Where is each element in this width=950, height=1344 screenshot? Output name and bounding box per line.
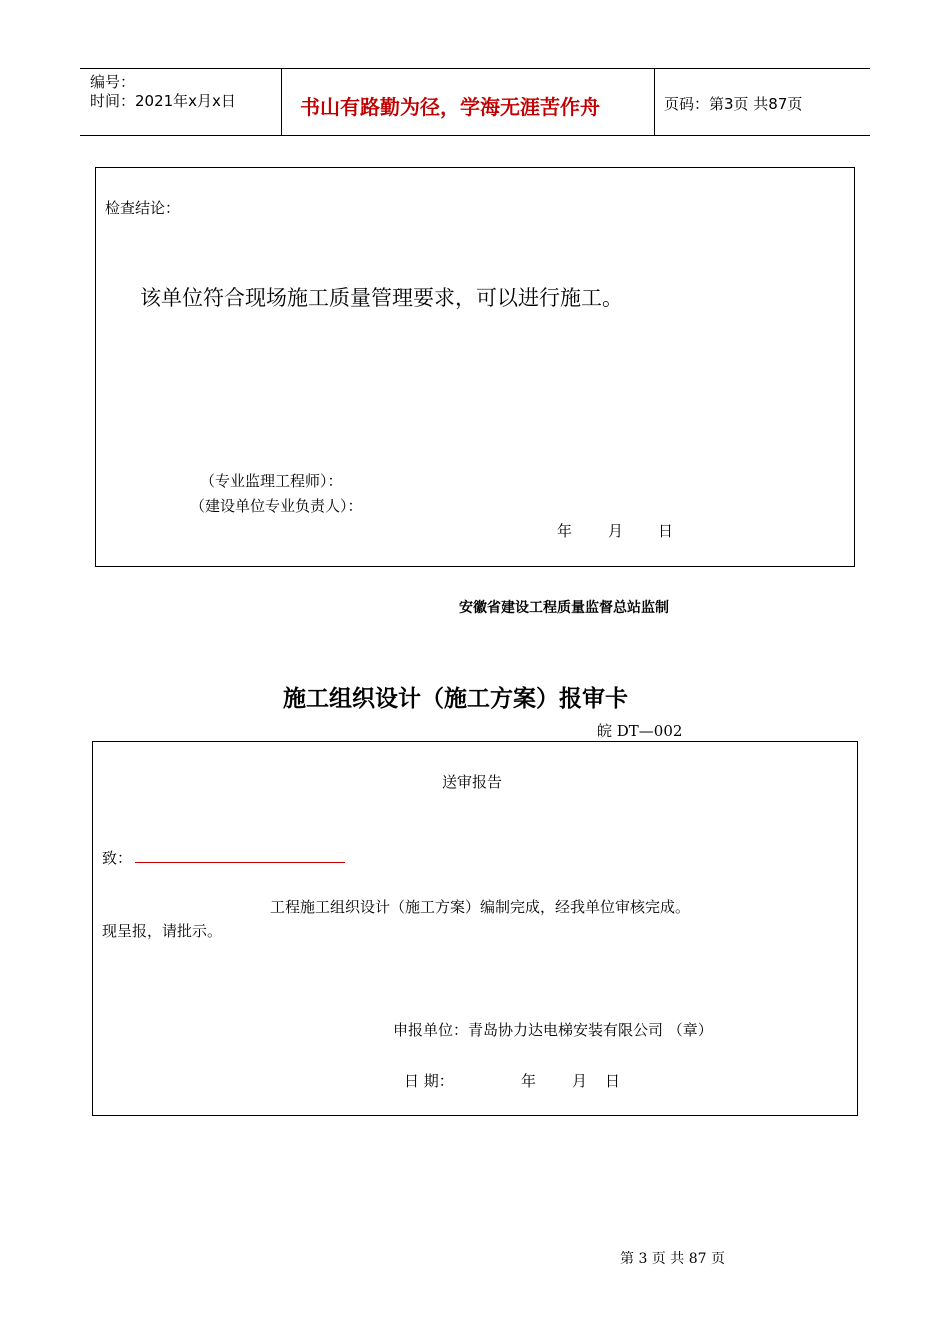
card-title: 施工组织设计（施工方案）报审卡 [283, 686, 628, 712]
owner-label: （建设单位专业负责人）： [190, 497, 363, 515]
report-date-year: 年 [521, 1072, 537, 1090]
report-date-label: 日 期： [404, 1072, 454, 1090]
inspection-date-year: 年 [557, 522, 573, 540]
report-body-line2: 现呈报，请批示。 [102, 922, 223, 940]
header-bottom-rule [80, 135, 870, 136]
header-motto: 书山有路勤为径，学海无涯苦作舟 [300, 95, 600, 119]
report-body-line1: 工程施工组织设计（施工方案）编制完成，经我单位审核完成。 [270, 898, 691, 916]
supervisor-label: （专业监理工程师）： [200, 472, 343, 490]
header-divider-left [281, 68, 282, 136]
footer-page-number: 第 3 页 共 87 页 [620, 1251, 725, 1267]
report-date-month: 月 [572, 1072, 588, 1090]
report-date-day: 日 [605, 1072, 621, 1090]
header-divider-right [654, 68, 655, 136]
header-page-info: 页码：第3页 共87页 [664, 95, 803, 113]
card-code: 皖 DT—002 [597, 722, 683, 740]
applicant-line: 申报单位：青岛协力达电梯安装有限公司 （章） [393, 1021, 713, 1039]
inspection-date-day: 日 [658, 522, 674, 540]
header-time-label: 时间：2021年x月x日 [90, 92, 236, 110]
recipient-underline [135, 862, 345, 863]
conclusion-label: 检查结论： [105, 199, 181, 217]
to-label: 致： [102, 849, 133, 867]
issuer-text: 安徽省建设工程质量监督总站监制 [459, 600, 669, 616]
conclusion-text: 该单位符合现场施工质量管理要求，可以进行施工。 [140, 286, 623, 310]
header-top-rule [80, 68, 870, 69]
inspection-date-month: 月 [608, 522, 624, 540]
header-number-label: 编号： [90, 73, 136, 91]
report-heading: 送审报告 [442, 773, 503, 791]
